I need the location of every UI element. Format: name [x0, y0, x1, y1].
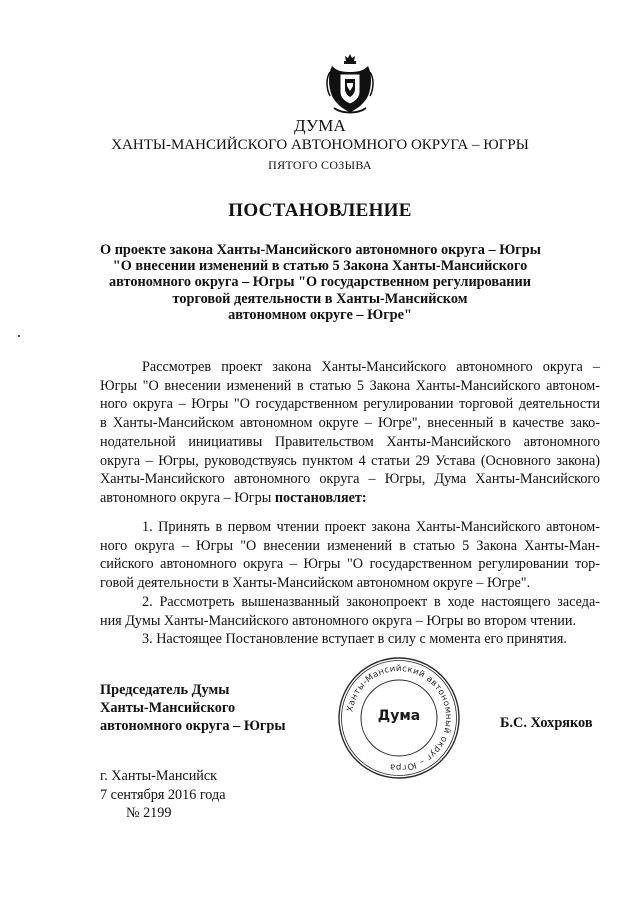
scan-speck	[18, 335, 20, 337]
item-line: сийского автономного округа – Югры "О государственном регулировании тор-	[100, 556, 600, 573]
preamble-line: в Ханты-Мансийском автономном округе – Югре", внесенный в качестве зако-	[100, 415, 600, 432]
document-subject	[100, 242, 540, 323]
item-line: ного округа – Югры "О внесении изменений в статью 5 Закона Ханты-Ман-	[100, 537, 600, 554]
decree-word: постановляет:	[274, 489, 367, 506]
resolution-items	[100, 518, 600, 649]
item-line: 3. Настоящее Постановление вступает в силу с момента его принятия.	[142, 631, 567, 648]
preamble-line: Ханты-Мансийского автономного округа – Югры, Дума Ханты-Мансийского	[100, 471, 600, 488]
okrug-title: ХАНТЫ-МАНСИЙСКОГО АВТОНОМНОГО ОКРУГА – ЮГРЫ	[111, 137, 529, 153]
subject-line: "О внесении изменений в статью 5 Закона Ханты-Мансийского	[112, 258, 528, 275]
preamble-line: Рассмотрев проект закона Ханты-Мансийского автономного округа –	[142, 359, 600, 375]
item-line: ния Думы Ханты-Мансийского автономного округа – Югры во втором чтении.	[100, 612, 577, 629]
document-number: № 2199	[126, 805, 172, 821]
preamble-line: Югры "О внесении изменений в статью 5 Закона Ханты-Мансийского автоном-	[100, 377, 600, 394]
subject-line: О проекте закона Ханты-Мансийского автономного округа – Югры	[100, 242, 541, 258]
svg-text:Ханты-Мансийский автономный ок: Ханты-Мансийский автономный округ – Югра	[345, 663, 454, 773]
preamble-line-text: автономного округа – Югры	[100, 489, 275, 506]
item-line: говой деятельности в Ханты-Мансийском автономном округе – Югре".	[100, 575, 531, 592]
coat-of-arms-icon	[324, 52, 376, 116]
preamble-line: нодательной инициативы Правительством Ханты-Мансийского автономного	[100, 433, 600, 450]
signer-name: Б.С. Хохряков	[500, 715, 593, 731]
document-type: ПОСТАНОВЛЕНИЕ	[228, 200, 412, 221]
stamp-center-text: Дума	[377, 708, 421, 724]
preamble-last-line	[100, 489, 600, 508]
preamble-paragraph	[100, 358, 600, 508]
duma-title: ДУМА	[293, 116, 347, 135]
item-line: 2. Рассмотреть вышеназванный законопроект в ходе настоящего заседа-	[142, 593, 600, 610]
place-date-number	[100, 767, 226, 823]
subject-line: торговой деятельности в Ханты-Мансийском	[172, 290, 468, 307]
chairman-title-line: Председатель Думы	[100, 682, 230, 698]
preamble-line: ного округа – Югры "О государственном регулировании торговой деятельности	[100, 396, 600, 413]
convocation-label: ПЯТОГО СОЗЫВА	[268, 158, 372, 172]
chairman-title	[100, 681, 340, 735]
subject-line: автономном округе – Югре"	[228, 306, 412, 323]
item-line: 1. Принять в первом чтении проект закона Ханты-Мансийского автоном-	[142, 519, 600, 535]
subject-line: автономного округа – Югры "О государственном регулировании	[108, 274, 532, 291]
chairman-title-line: автономного округа – Югры	[100, 718, 286, 734]
city: г. Ханты-Мансийск	[100, 768, 218, 784]
date: 7 сентября 2016 года	[100, 786, 226, 803]
chairman-title-line: Ханты-Мансийского	[100, 700, 236, 716]
preamble-line: округа – Югры, руководствуясь пунктом 4 статьи 29 Устава (Основного закона)	[100, 452, 600, 469]
